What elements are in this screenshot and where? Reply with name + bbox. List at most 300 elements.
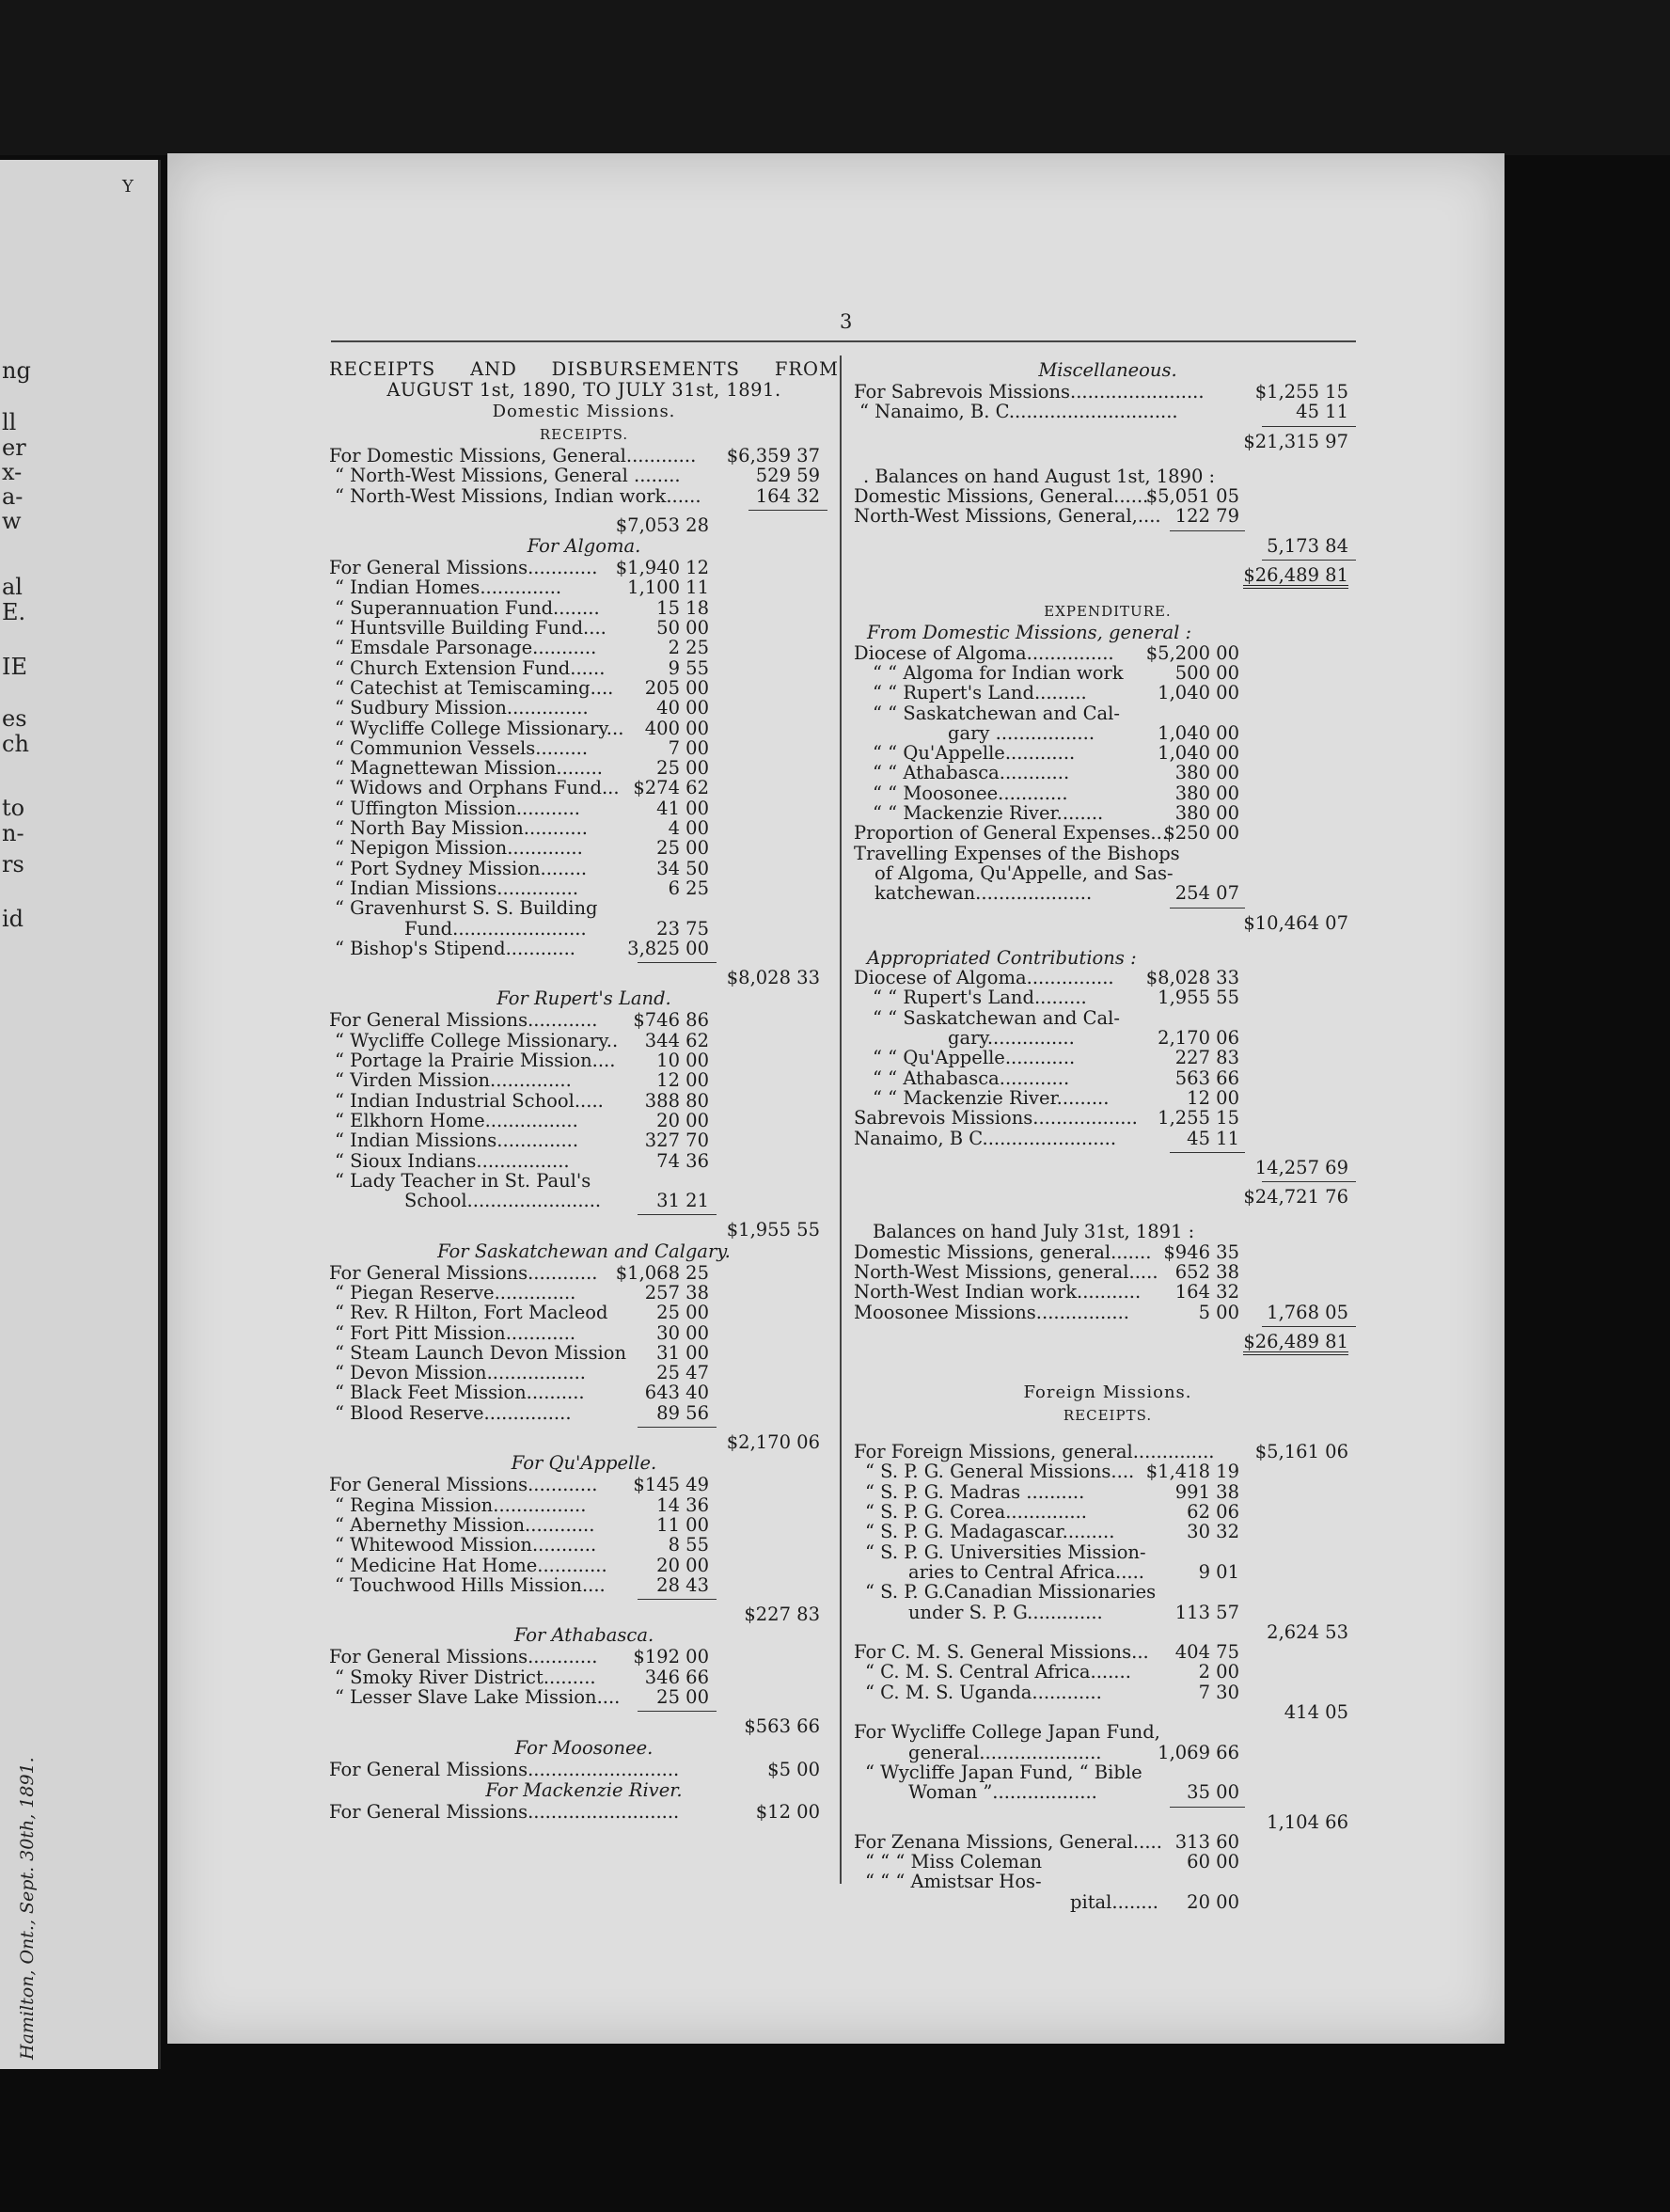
left-column — [329, 359, 839, 1822]
ledger-amount: 10 00 — [656, 1050, 709, 1072]
ledger-label: “ Wycliffe College Missionary.. — [335, 1029, 619, 1051]
ledger-amount: 23 75 — [656, 917, 709, 940]
ledger-row — [329, 1403, 839, 1423]
ledger-row — [854, 1462, 1362, 1481]
ledger-total: $6,359 37 — [726, 445, 820, 466]
ledger-label: For General Missions............ — [329, 557, 598, 579]
ledger-row — [329, 838, 839, 858]
ledger-label: “ S. P. G. General Missions.... — [865, 1461, 1135, 1483]
ledger-amount: 20 00 — [1187, 1890, 1239, 1913]
ledger-label: Fund....................... — [404, 917, 587, 940]
section-heading: For Algoma. — [527, 535, 641, 558]
ledger-label: aries to Central Africa..... — [908, 1560, 1144, 1583]
ledger-total: $563 66 — [744, 1715, 820, 1738]
ledger-amount: 563 66 — [1174, 1066, 1239, 1089]
ledger-amount: 313 60 — [1174, 1830, 1239, 1853]
ledger-row — [329, 1191, 839, 1210]
ledger-amount: 40 00 — [656, 697, 709, 719]
left-page-fragment: x- — [2, 459, 23, 485]
ledger-row — [854, 863, 1362, 883]
ledger-row — [854, 506, 1362, 526]
ledger-amount: 30 32 — [1187, 1521, 1239, 1543]
ledger-row — [854, 1242, 1362, 1262]
spacer — [854, 1367, 1362, 1382]
ledger-amount: 25 00 — [656, 1686, 709, 1709]
ledger-row — [854, 1158, 1362, 1177]
ledger-label: “ “ Saskatchewan and Cal- — [873, 702, 1120, 724]
left-page-fragment: to — [2, 795, 25, 821]
ledger-row — [854, 1662, 1362, 1682]
header-rule — [331, 340, 1356, 342]
ledger-row — [329, 798, 839, 818]
ledger-amount: 1,100 11 — [627, 577, 709, 599]
ledger-row — [854, 432, 1362, 451]
ledger-row — [329, 1220, 839, 1240]
ledger-total: $5,161 06 — [1254, 1441, 1348, 1463]
ledger-label: For General Missions.......................... — [329, 1758, 680, 1780]
ledger-total: $21,315 97 — [1243, 430, 1348, 452]
ledger-label: “ Sioux Indians................ — [335, 1149, 570, 1172]
ledger-amount: 6 25 — [668, 877, 709, 899]
spacer — [854, 1427, 1362, 1442]
ledger-amount: 404 75 — [1174, 1641, 1239, 1664]
ledger-label: “ Catechist at Temiscaming.... — [335, 676, 614, 699]
ledger-label: Domestic Missions, general....... — [854, 1240, 1152, 1263]
ledger-label: “ Smoky River District......... — [335, 1666, 596, 1688]
ledger-amount: 31 00 — [656, 1341, 709, 1364]
ledger-label: North-West Missions, General,.... — [854, 505, 1161, 528]
ledger-amount: 2 00 — [1198, 1661, 1239, 1683]
section-heading: For Rupert's Land. — [496, 988, 671, 1010]
ledger-label: “ “ Mackenzie River........ — [873, 802, 1104, 825]
ledger-amount: $1,068 25 — [615, 1261, 709, 1284]
spine-imprint — [17, 1665, 43, 2060]
left-page-fragment: n- — [2, 820, 24, 846]
ledger-amount: 254 07 — [1174, 882, 1239, 905]
ledger-row — [329, 466, 839, 485]
ledger-row — [329, 638, 839, 657]
ledger-label: North-West Indian work........... — [854, 1281, 1142, 1304]
subsection-heading — [854, 948, 1362, 968]
ledger-row — [329, 1535, 839, 1555]
ledger-label: “ S. P. G. Universities Mission- — [865, 1540, 1146, 1563]
ledger-amount: 12 00 — [656, 1069, 709, 1092]
left-page-fragment: IE — [2, 654, 27, 680]
ledger-row — [329, 1343, 839, 1363]
ledger-amount: $274 62 — [633, 777, 709, 799]
spacer — [854, 451, 1362, 466]
ledger-total: $1,255 15 — [1254, 381, 1348, 403]
ledger-row — [854, 1522, 1362, 1541]
ledger-row — [329, 577, 839, 597]
ledger-label: “ Nepigon Mission............. — [335, 837, 583, 860]
ledger-row — [854, 968, 1362, 988]
ledger-amount: 257 38 — [644, 1281, 709, 1304]
ledger-label: “ S. P. G. Madagascar......... — [865, 1521, 1115, 1543]
ledger-row — [329, 1556, 839, 1575]
ledger-total: $26,489 81 — [1243, 565, 1348, 589]
ledger-amount: 20 00 — [656, 1554, 709, 1576]
ledger-row — [854, 1068, 1362, 1088]
ledger-amount: $946 35 — [1163, 1240, 1239, 1263]
ledger-amount: 62 06 — [1187, 1501, 1239, 1524]
ledger-row — [329, 818, 839, 838]
ledger-amount: 1,040 00 — [1158, 721, 1239, 744]
ledger-row — [329, 1130, 839, 1150]
ledger-amount: 9 55 — [668, 656, 709, 679]
ledger-label: Nanaimo, B C....................... — [854, 1127, 1117, 1149]
spine-imprint-text: Hamilton, Ont., Sept. 30th, 1891. — [17, 1757, 38, 2060]
ledger-row — [854, 1482, 1362, 1502]
ledger-row — [329, 968, 839, 988]
ledger-label: “ North-West Missions, Indian work...... — [335, 484, 701, 507]
ledger-amount: 991 38 — [1174, 1480, 1239, 1503]
ledger-total: $5 00 — [767, 1758, 820, 1780]
ledger-label: For General Missions.......................... — [329, 1800, 680, 1823]
ledger-row — [329, 778, 839, 798]
ledger-row — [329, 1171, 839, 1191]
ledger-label: “ Church Extension Fund...... — [335, 656, 606, 679]
ledger-row — [329, 1010, 839, 1030]
ledger-row — [329, 1475, 839, 1494]
ledger-label: “ Nanaimo, B. C............................. — [859, 401, 1178, 423]
ledger-amount: 45 11 — [1187, 1127, 1239, 1149]
ledger-label: “ Medicine Hat Home............ — [335, 1554, 607, 1576]
ledger-total: 14,257 69 — [1254, 1156, 1348, 1178]
ledger-label: Balances on hand July 31st, 1891 : — [873, 1221, 1195, 1243]
ledger-amount: 7 00 — [668, 736, 709, 759]
ledger-amount: 1,255 15 — [1158, 1107, 1239, 1130]
ledger-total: $2,170 06 — [726, 1431, 820, 1454]
ledger-total: $227 83 — [744, 1604, 820, 1626]
ledger-row — [854, 783, 1362, 803]
ledger-row — [854, 1722, 1362, 1742]
ledger-amount: $5,200 00 — [1145, 641, 1239, 664]
ledger-label: “ Wycliffe Japan Fund, “ Bible — [865, 1761, 1142, 1783]
ledger-row — [854, 1683, 1362, 1702]
ledger-total: $1,955 55 — [726, 1219, 820, 1241]
ledger-row — [854, 565, 1362, 585]
ledger-label: “ “ Algoma for Indian work — [873, 661, 1124, 684]
ledger-amount: $8,028 33 — [1145, 967, 1239, 989]
ledger-label: For Foreign Missions, general.............. — [854, 1441, 1215, 1463]
ledger-label: gary............... — [948, 1027, 1075, 1050]
ledger-label: For C. M. S. General Missions... — [854, 1641, 1149, 1664]
ledger-row — [329, 515, 839, 535]
left-page-fragment: rs — [2, 851, 24, 877]
ledger-row — [854, 743, 1362, 763]
ledger-amount: 1,955 55 — [1158, 987, 1239, 1009]
ledger-amount: $1,418 19 — [1145, 1461, 1239, 1483]
ledger-amount: 89 56 — [656, 1401, 709, 1424]
left-page-fragment: w — [2, 508, 22, 534]
section-heading: For Moosonee. — [514, 1736, 654, 1759]
ledger-row — [854, 1622, 1362, 1642]
ledger-amount: $250 00 — [1163, 822, 1239, 845]
ledger-amount: 12 00 — [1187, 1086, 1239, 1109]
ledger-row — [329, 1091, 839, 1111]
ledger-label: “ “ Saskatchewan and Cal- — [873, 1006, 1120, 1029]
ledger-row — [329, 1575, 839, 1595]
ledger-row — [329, 598, 839, 618]
ledger-row — [854, 1542, 1362, 1562]
ledger-label: For General Missions............ — [329, 1261, 598, 1284]
ledger-label: “ “ Rupert's Land......... — [873, 987, 1087, 1009]
ledger-label: “ Portage la Prairie Mission.... — [335, 1050, 616, 1072]
ledger-label: For Domestic Missions, General............ — [329, 445, 697, 466]
ledger-label: For General Missions............ — [329, 1646, 598, 1668]
ledger-label: gary ................. — [948, 721, 1095, 744]
ledger-amount: 25 00 — [656, 837, 709, 860]
ledger-row — [854, 1642, 1362, 1662]
ledger-total: 45 11 — [1296, 401, 1348, 423]
ledger-label: “ Wycliffe College Missionary... — [335, 717, 624, 739]
ledger-amount: 344 62 — [644, 1029, 709, 1051]
ledger-row — [854, 1562, 1362, 1582]
subsection-caption: RECEIPTS. — [539, 426, 629, 443]
ledger-row — [329, 1070, 839, 1090]
ledger-label: “ Touchwood Hills Mission.... — [335, 1573, 606, 1596]
ledger-amount: 35 00 — [1187, 1781, 1239, 1804]
ledger-amount: 122 79 — [1174, 505, 1239, 528]
ledger-label: “ Blood Reserve............... — [335, 1401, 572, 1424]
adjacent-page-edge — [0, 160, 161, 2069]
ledger-total: 1,768 05 — [1267, 1301, 1348, 1323]
ledger-row — [854, 1442, 1362, 1462]
ledger-label: School....................... — [404, 1190, 602, 1212]
ledger-row — [854, 1743, 1362, 1762]
ledger-row — [329, 1515, 839, 1535]
ledger-amount: $746 86 — [633, 1009, 709, 1032]
ledger-row — [854, 1262, 1362, 1282]
ledger-row — [329, 1031, 839, 1051]
ledger-amount: 500 00 — [1174, 661, 1239, 684]
ledger-amount: 164 32 — [1174, 1281, 1239, 1304]
ledger-row — [854, 1088, 1362, 1108]
ledger-row — [329, 1647, 839, 1667]
ledger-total: $10,464 07 — [1243, 911, 1348, 934]
ledger-amount: 7 30 — [1198, 1681, 1239, 1703]
ledger-amount: 346 66 — [644, 1666, 709, 1688]
ledger-amount: 3,825 00 — [627, 937, 709, 959]
ledger-amount: $192 00 — [633, 1646, 709, 1668]
ledger-label: “ “ Qu'Appelle............ — [873, 1047, 1076, 1069]
ledger-row — [329, 678, 839, 698]
column-divider — [840, 356, 842, 1884]
ledger-row — [329, 1667, 839, 1687]
ledger-label: “ Emsdale Parsonage........... — [335, 637, 597, 659]
ledger-label: “ Superannuation Fund........ — [335, 596, 600, 619]
ledger-row — [854, 1762, 1362, 1782]
ledger-label: “ Bishop's Stipend............ — [335, 937, 575, 959]
ledger-label: North-West Missions, general..... — [854, 1260, 1158, 1283]
left-page-fragment: es — [2, 705, 27, 732]
ledger-label: Domestic Missions, General...... — [854, 485, 1149, 508]
ledger-amount: 28 43 — [656, 1573, 709, 1596]
ledger-label: “ Sudbury Mission.............. — [335, 697, 589, 719]
ledger-row — [854, 763, 1362, 782]
ledger-amount: 2,170 06 — [1158, 1027, 1239, 1050]
ledger-row — [854, 988, 1362, 1007]
ledger-amount: 34 50 — [656, 857, 709, 879]
ledger-row — [854, 1892, 1362, 1912]
left-page-fragment: ch — [2, 731, 29, 757]
ledger-total: $8,028 33 — [726, 967, 820, 989]
ledger-label: general..................... — [908, 1741, 1102, 1763]
ledger-label: “ North Bay Mission........... — [335, 817, 588, 840]
ledger-row — [329, 486, 839, 506]
ledger-label: of Algoma, Qu'Appelle, and Sas- — [874, 861, 1174, 884]
left-page-fragment: al — [2, 574, 23, 600]
ledger-label: “ Abernethy Mission............ — [335, 1513, 595, 1536]
ledger-label: “ Communion Vessels......... — [335, 736, 589, 759]
ledger-label: “ “ Moosonee............ — [873, 782, 1068, 804]
ledger-label: “ “ “ Miss Coleman — [865, 1851, 1043, 1873]
ledger-row — [854, 1187, 1362, 1207]
ledger-amount: 1,040 00 — [1158, 682, 1239, 704]
section-heading: For Athabasca. — [513, 1624, 654, 1647]
ledger-row — [329, 1303, 839, 1322]
ledger-label: Woman ”.................. — [908, 1781, 1097, 1804]
ledger-label: “ Elkhorn Home................ — [335, 1109, 578, 1131]
ledger-label: “ “ Athabasca............ — [873, 762, 1070, 784]
ledger-row — [329, 618, 839, 638]
ledger-amount: 400 00 — [644, 717, 709, 739]
ledger-amount: 20 00 — [656, 1109, 709, 1131]
ledger-row — [854, 1812, 1362, 1832]
ledger-amount: 388 80 — [644, 1089, 709, 1112]
ledger-label: “ Huntsville Building Fund.... — [335, 617, 607, 640]
ledger-label: “ “ Mackenzie River......... — [873, 1086, 1110, 1109]
ledger-row — [329, 738, 839, 758]
ledger-amount: 25 00 — [656, 757, 709, 780]
ledger-amount: 8 55 — [668, 1534, 709, 1556]
section-heading: For Mackenzie River. — [485, 1778, 683, 1801]
ledger-label: Proportion of General Expenses... — [854, 822, 1169, 845]
ledger-amount: 50 00 — [656, 617, 709, 640]
ledger-label: “ North-West Missions, General ........ — [335, 465, 681, 487]
ledger-total: $24,721 76 — [1243, 1186, 1348, 1209]
ledger-amount: 327 70 — [644, 1130, 709, 1152]
ledger-row — [854, 803, 1362, 823]
ledger-row — [854, 1129, 1362, 1148]
ledger-label: . Balances on hand August 1st, 1890 : — [863, 465, 1216, 487]
ledger-row — [854, 1702, 1362, 1722]
subsection-caption: RECEIPTS. — [1063, 1407, 1153, 1425]
ledger-row — [854, 663, 1362, 683]
ledger-label: “ Regina Mission................ — [335, 1493, 587, 1516]
ledger-amount: 60 00 — [1187, 1851, 1239, 1873]
ledger-row — [329, 1604, 839, 1624]
ledger-amount: 380 00 — [1174, 762, 1239, 784]
ledger-label: “ S. P. G. Madras .......... — [865, 1480, 1085, 1503]
ledger-row — [329, 758, 839, 778]
ledger-row — [854, 913, 1362, 933]
ledger-row — [854, 1008, 1362, 1028]
subsection-heading-text: From Domestic Missions, general : — [867, 622, 1192, 644]
ledger-label: “ Lesser Slave Lake Mission.... — [335, 1686, 621, 1709]
subsection-heading — [854, 623, 1362, 642]
ledger-row — [329, 1151, 839, 1171]
left-page-fragment: ng — [2, 357, 31, 384]
ledger-row — [854, 723, 1362, 743]
ledger-amount: 227 83 — [1174, 1047, 1239, 1069]
ledger-amount: 1,069 66 — [1158, 1741, 1239, 1763]
left-page-fragment: ll — [2, 409, 17, 435]
ledger-amount: 113 57 — [1174, 1601, 1239, 1623]
ledger-amount: 5 00 — [1198, 1301, 1239, 1323]
ledger-row — [854, 1028, 1362, 1048]
ledger-row — [329, 558, 839, 577]
subsection-caption: EXPENDITURE. — [1044, 603, 1172, 621]
left-page-fragment: Y — [122, 177, 134, 197]
ledger-total: 529 59 — [755, 465, 820, 487]
ledger-row — [854, 1282, 1362, 1302]
ledger-label: “ Virden Mission.............. — [335, 1069, 572, 1092]
ledger-row — [329, 1263, 839, 1283]
ledger-amount: 205 00 — [644, 676, 709, 699]
ledger-label: “ Indian Missions.............. — [335, 1130, 579, 1152]
ledger-row — [329, 1051, 839, 1070]
ledger-amount: $7,053 28 — [615, 514, 709, 536]
ledger-row — [329, 919, 839, 939]
page-number: 3 — [840, 310, 853, 333]
ledger-row — [854, 1832, 1362, 1852]
ledger-label: “ Fort Pitt Mission............ — [335, 1321, 576, 1344]
ledger-amount: 41 00 — [656, 797, 709, 819]
ledger-label: “ Rev. R Hilton, Fort Macleod — [335, 1302, 608, 1324]
ledger-amount: 14 36 — [656, 1493, 709, 1516]
report-title: RECEIPTS AND DISBURSEMENTS FROM — [329, 358, 839, 380]
ledger-row — [854, 382, 1362, 402]
ledger-row — [854, 536, 1362, 556]
ledger-label: Sabrevois Missions.................. — [854, 1107, 1138, 1130]
subsection-heading-text: Appropriated Contributions : — [867, 946, 1137, 969]
ledger-total: $12 00 — [755, 1800, 820, 1823]
ledger-amount: 31 21 — [656, 1190, 709, 1212]
ledger-label: For Wycliffe College Japan Fund, — [854, 1721, 1160, 1744]
ledger-row — [329, 1716, 839, 1736]
section-heading: For Qu'Appelle. — [511, 1452, 657, 1475]
ledger-row — [329, 1323, 839, 1343]
ledger-row — [854, 823, 1362, 843]
ledger-row — [854, 1332, 1362, 1351]
ledger-amount: 25 47 — [656, 1362, 709, 1384]
ledger-total: 5,173 84 — [1267, 534, 1348, 557]
spacer — [854, 933, 1362, 948]
ledger-total: 2,624 53 — [1267, 1620, 1348, 1643]
ledger-label: “ Magnettewan Mission........ — [335, 757, 603, 780]
ledger-total: 164 32 — [755, 484, 820, 507]
ledger-label: “ “ “ Amistsar Hos- — [865, 1871, 1042, 1893]
ledger-label: For General Missions............ — [329, 1474, 598, 1496]
ledger-amount: 30 00 — [656, 1321, 709, 1344]
ledger-row — [329, 1495, 839, 1515]
ledger-amount: 2 25 — [668, 637, 709, 659]
ledger-row — [854, 883, 1362, 903]
ledger-row — [329, 1382, 839, 1402]
ledger-label: “ Steam Launch Devon Mission — [335, 1341, 627, 1364]
ledger-row — [329, 878, 839, 898]
ledger-amount: 15 18 — [656, 596, 709, 619]
ledger-row — [329, 1802, 839, 1822]
ledger-row — [329, 1111, 839, 1130]
ledger-label: “ Lady Teacher in St. Paul's — [335, 1169, 591, 1192]
ledger-row — [854, 1872, 1362, 1891]
ledger-label: For General Missions............ — [329, 1009, 598, 1032]
ledger-label: “ Piegan Reserve.............. — [335, 1281, 576, 1304]
right-column — [854, 359, 1362, 1912]
